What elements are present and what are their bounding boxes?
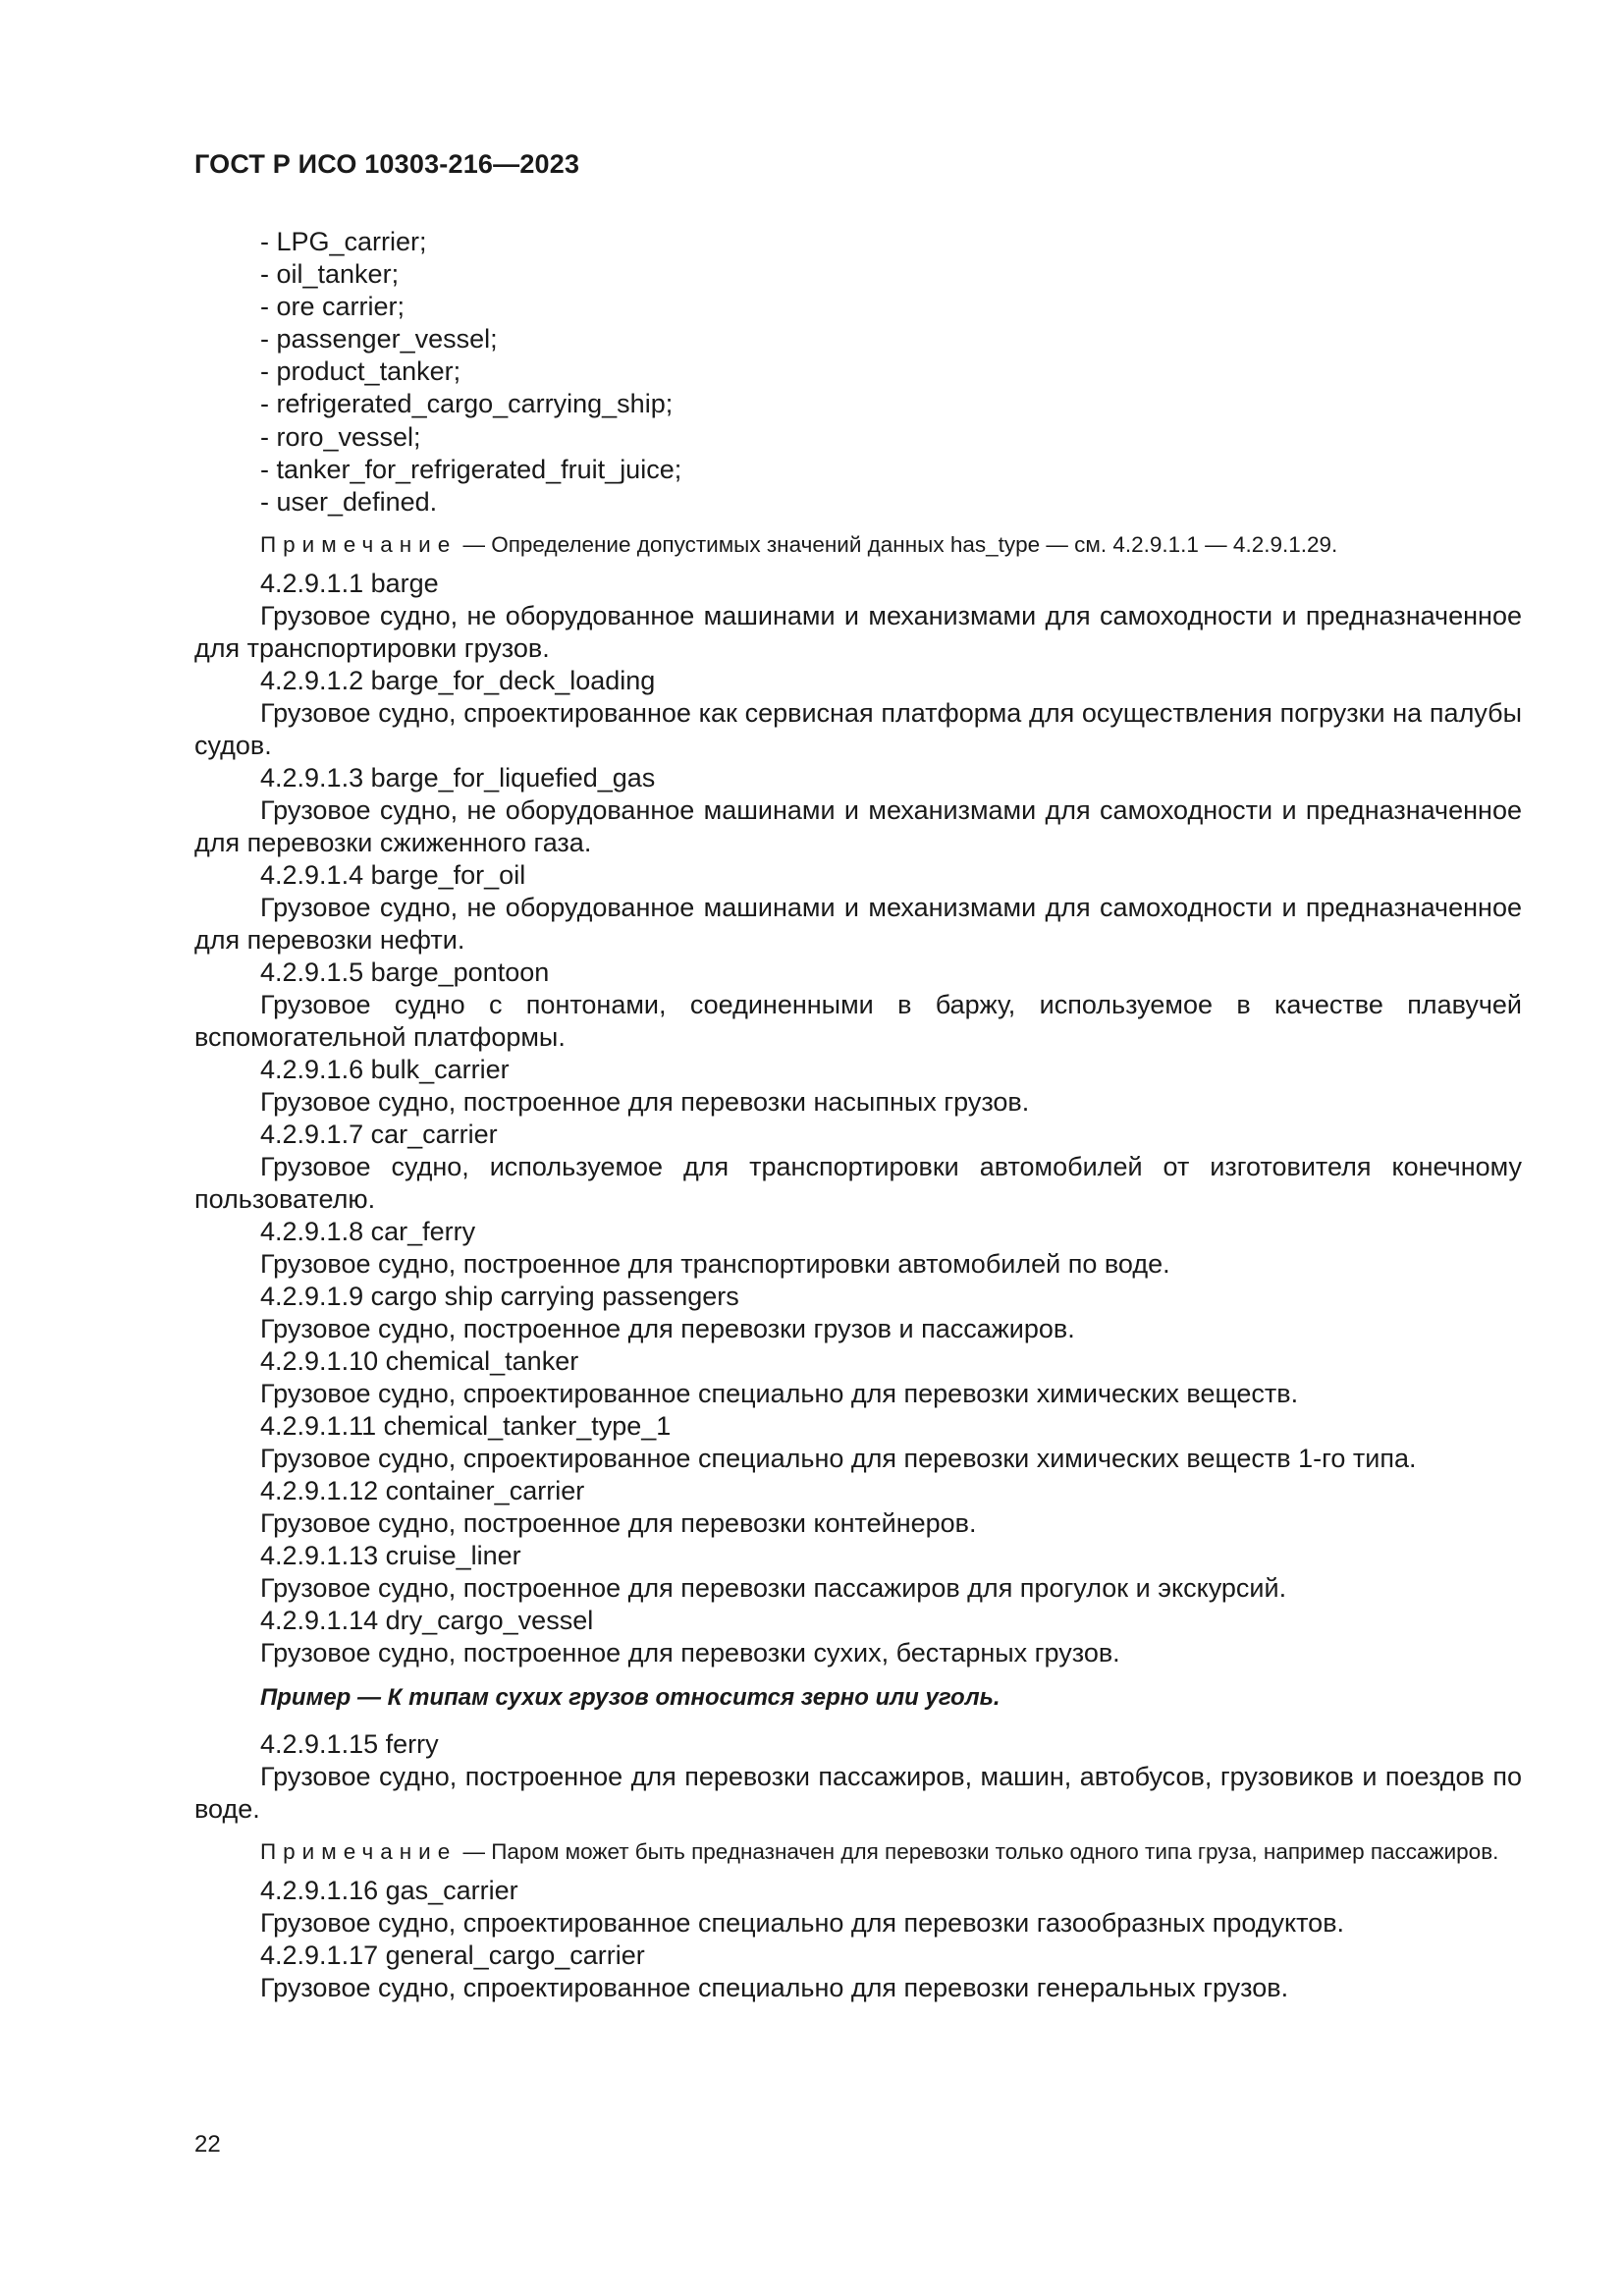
definition-item: [194, 1540, 1522, 1605]
note-label: Примечание: [260, 531, 458, 557]
note-has-type: [194, 530, 1522, 560]
definition-heading: 4.2.9.1.6 bulk_carrier: [260, 1054, 510, 1084]
definition-item: [194, 1054, 1522, 1119]
definition-text: Грузовое судно, спроектированное специально для перевозки химических веществ 1-го типа.: [260, 1443, 1417, 1473]
definition-heading: 4.2.9.1.3 barge_for_liquefied_gas: [260, 762, 656, 793]
definition-item: [194, 1216, 1522, 1281]
definition-item: [194, 1875, 1522, 1940]
definition-heading: 4.2.9.1.5 barge_pontoon: [260, 957, 550, 987]
document-header: ГОСТ Р ИСО 10303-216—2023: [194, 149, 580, 179]
list-item: - oil_tanker;: [260, 259, 400, 290]
definition-item: [194, 1475, 1522, 1540]
definition-section-b: [194, 1875, 1522, 2004]
list-item: - roro_vessel;: [260, 421, 421, 452]
definition-heading: 4.2.9.1.8 car_ferry: [260, 1216, 476, 1246]
definition-item: [194, 1119, 1522, 1216]
list-item: - product_tanker;: [260, 356, 461, 387]
note-label: Примечание: [260, 1838, 458, 1864]
note-text: — Паром может быть предназначен для перевозки только одного типа груза, например пассажиров.: [457, 1838, 1499, 1864]
definition-text: Грузовое судно, построенное для перевозки сухих, бестарных грузов.: [260, 1637, 1120, 1667]
example-note: Пример — К типам сухих грузов относится зерно или уголь.: [260, 1683, 1001, 1711]
note-text: — Определение допустимых значений данных has_type — см. 4.2.9.1.1 — 4.2.9.1.29.: [457, 531, 1338, 557]
definition-heading: 4.2.9.1.15 ferry: [260, 1728, 439, 1759]
definition-heading: 4.2.9.1.11 chemical_tanker_type_1: [260, 1410, 672, 1441]
definition-text: Грузовое судно, построенное для перевозки пассажиров для прогулок и экскурсий.: [260, 1572, 1287, 1603]
definition-text: Грузовое судно, не оборудованное машинами и механизмами для самоходности и предназначенное для транспортировки грузов.: [194, 600, 1522, 663]
value-list: [194, 226, 1522, 519]
definition-heading: 4.2.9.1.16 gas_carrier: [260, 1875, 518, 1905]
definition-text: Грузовое судно, спроектированное специально для перевозки химических веществ.: [260, 1378, 1299, 1408]
definition-item: [194, 665, 1522, 762]
definition-item: [194, 859, 1522, 957]
list-item: - LPG_carrier;: [260, 227, 427, 256]
list-item: - refrigerated_cargo_carrying_ship;: [260, 389, 674, 419]
note-ferry: [194, 1837, 1522, 1867]
list-item: - passenger_vessel;: [260, 324, 498, 355]
definition-text: Грузовое судно, построенное для перевозки грузов и пассажиров.: [260, 1313, 1075, 1343]
definition-section-a: [194, 568, 1522, 1669]
definition-text: Грузовое судно, используемое для транспортировки автомобилей от изготовителя конечному пользователю.: [194, 1151, 1522, 1214]
definition-heading: 4.2.9.1.14 dry_cargo_vessel: [260, 1605, 594, 1635]
definition-heading: 4.2.9.1.12 container_carrier: [260, 1475, 585, 1505]
definition-item: [194, 1940, 1522, 2004]
list-item: - ore carrier;: [260, 292, 406, 322]
definition-text: Грузовое судно, построенное для перевозки пассажиров, машин, автобусов, грузовиков и поездов по воде.: [194, 1761, 1522, 1824]
document-body: [194, 226, 1522, 2004]
definition-heading: 4.2.9.1.10 chemical_tanker: [260, 1345, 579, 1376]
definition-text: Грузовое судно, построенное для перевозки насыпных грузов.: [260, 1086, 1030, 1117]
definition-item: [194, 1281, 1522, 1345]
definition-text: Грузовое судно, не оборудованное машинами и механизмами для самоходности и предназначенное для перевозки сжиженного газа.: [194, 794, 1522, 857]
definition-heading: 4.2.9.1.13 cruise_liner: [260, 1540, 521, 1570]
definition-text: Грузовое судно с понтонами, соединенными в баржу, используемое в качестве плавучей вспомогательной платформы.: [194, 989, 1522, 1052]
definition-text: Грузовое судно, построенное для транспортировки автомобилей по воде.: [260, 1248, 1170, 1279]
definition-item-ferry: [194, 1728, 1522, 1826]
definition-text: Грузовое судно, построенное для перевозки контейнеров.: [260, 1507, 977, 1538]
page-number: 22: [194, 2131, 221, 2158]
definition-heading: 4.2.9.1.17 general_cargo_carrier: [260, 1940, 645, 1970]
definition-heading: 4.2.9.1.1 barge: [260, 568, 439, 598]
definition-heading: 4.2.9.1.4 barge_for_oil: [260, 859, 526, 890]
definition-text: Грузовое судно, спроектированное специально для перевозки генеральных грузов.: [260, 1972, 1289, 2002]
definition-item: [194, 762, 1522, 859]
definition-item: [194, 1345, 1522, 1410]
definition-heading: 4.2.9.1.7 car_carrier: [260, 1119, 498, 1149]
definition-heading: 4.2.9.1.2 barge_for_deck_loading: [260, 665, 656, 695]
definition-item: [194, 957, 1522, 1054]
definition-heading: 4.2.9.1.9 cargo ship carrying passengers: [260, 1281, 739, 1311]
list-item: - user_defined.: [260, 486, 438, 517]
definition-item: [194, 1605, 1522, 1669]
definition-text: Грузовое судно, не оборудованное машинами и механизмами для самоходности и предназначенное для перевозки нефти.: [194, 892, 1522, 955]
definition-item: [194, 1410, 1522, 1475]
definition-text: Грузовое судно, спроектированное специально для перевозки газообразных продуктов.: [260, 1907, 1345, 1938]
list-item: - tanker_for_refrigerated_fruit_juice;: [260, 454, 682, 484]
definition-item: [194, 568, 1522, 665]
definition-text: Грузовое судно, спроектированное как сервисная платформа для осуществления погрузки на палубы судов.: [194, 697, 1522, 760]
